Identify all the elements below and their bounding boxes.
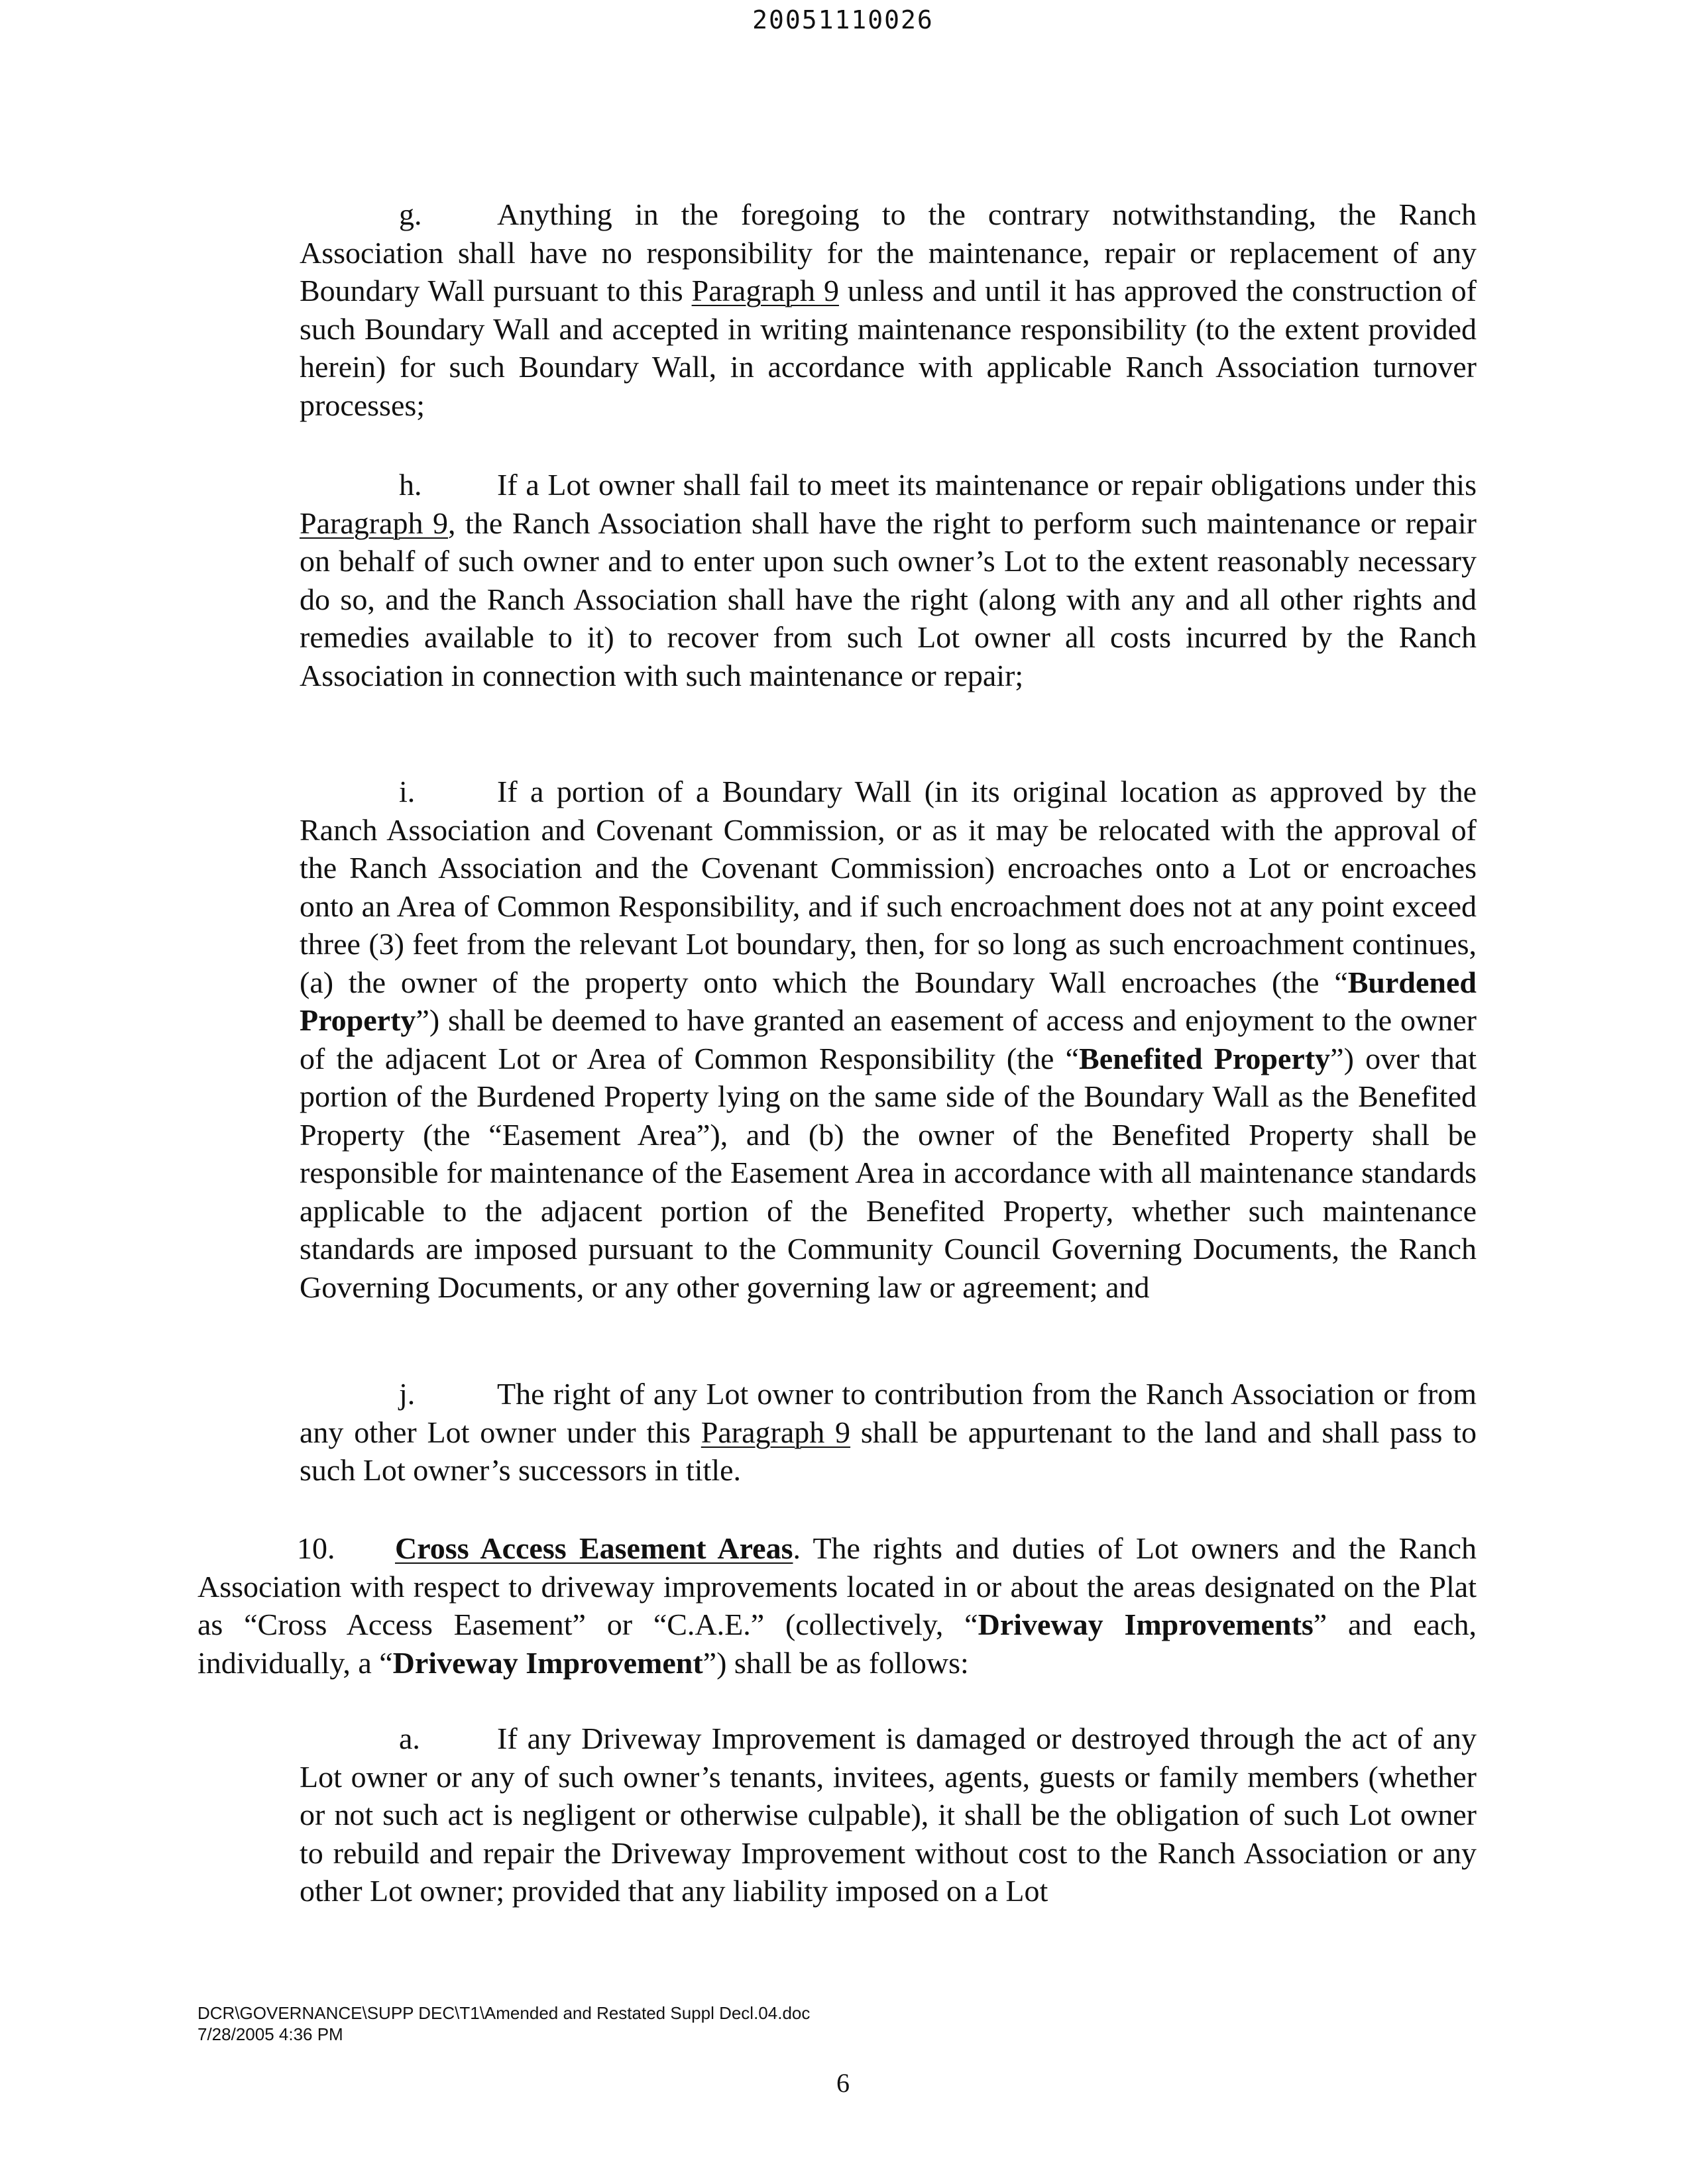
paragraph-i-text-2: ”) shall be deemed to have granted an easement of access and enjoyment to the owner of the adjacent Lot or Area of Common Responsibility (the “: [300, 1003, 1477, 1075]
paragraph-g-text-1: Anything in the foregoing to the contrary notwithstanding, the Ranch Association shall have no responsibility for the maintenance, repair or replacement of any Boundary Wall pursuant to this: [300, 197, 1477, 307]
page-number: 6: [836, 2068, 850, 2098]
paragraph-a: [300, 1720, 1477, 1910]
driveway-improvements-term: Driveway Improvements: [978, 1608, 1314, 1641]
burdened-property-term: Burdened Property: [300, 965, 1477, 1037]
paragraph-g-label: g.: [399, 197, 422, 231]
document-footer: [197, 2002, 810, 2045]
paragraph-9-reference: Paragraph 9: [691, 274, 839, 307]
section-10-text-3: ”) shall be as follows:: [702, 1645, 969, 1680]
paragraph-9-reference: Paragraph 9: [300, 506, 449, 540]
paragraph-9-reference: Paragraph 9: [701, 1415, 851, 1449]
paragraph-g-text-2: unless and until it has approved the construction of such Boundary Wall and accepted in writing maintenance responsibility (to the extent provided herein) for such Boundary Wall, in accordance with applicable Ranch Association turnover processes;: [300, 274, 1477, 422]
section-10-text-2: ” and each, individually, a “: [197, 1608, 1477, 1680]
print-timestamp: 7/28/2005 4:36 PM: [197, 2024, 343, 2044]
paragraph-j: [300, 1375, 1477, 1490]
paragraph-h-text-2: , the Ranch Association shall have the right to perform such maintenance or repair on behalf of such owner and to enter upon such owner’s Lot to the extent reasonably necessary do so, and the Ranch Association shall have the right (along with any and all other rights and remedies available to it) to recover from such Lot owner all costs incurred by the Ranch Association in connection with such maintenance or repair;: [300, 506, 1477, 692]
benefited-property-term: Benefited Property: [1079, 1041, 1331, 1075]
paragraph-a-label: a.: [399, 1721, 420, 1755]
paragraph-j-label: j.: [399, 1377, 416, 1411]
section-10-text-1: . The rights and duties of Lot owners and the Ranch Association with respect to driveway improvements located in or about the areas designated on the Plat as “Cross Access Easement” or “C.A.E.” (collectively, “: [197, 1531, 1477, 1641]
section-10-number: 10.: [297, 1531, 335, 1565]
section-10: [197, 1529, 1477, 1682]
paragraph-h: [300, 466, 1477, 694]
paragraph-a-text-1: If any Driveway Improvement is damaged or destroyed through the act of any Lot owner or any of such owner’s tenants, invitees, agents, guests or family members (whether or not such act is negligent or otherwise culpable), it shall be the obligation of such Lot owner to rebuild and repair the Driveway Improvement without cost to the Ranch Association or any other Lot owner; provided that any liability imposed on a Lot: [300, 1721, 1477, 1908]
recording-number: 20051110026: [752, 5, 934, 34]
paragraph-i: [300, 773, 1477, 1306]
paragraph-i-label: i.: [399, 775, 416, 808]
driveway-improvement-term: Driveway Improvement: [392, 1645, 703, 1680]
paragraph-i-text-1: If a portion of a Boundary Wall (in its original location as approved by the Ranch Association and Covenant Commission, or as it may be relocated with the approval of the Ranch Association and the Covenant Commission) encroaches onto a Lot or encroaches onto an Area of Common Responsibility, and if such encroachment does not at any point exceed three (3) feet from the relevant Lot boundary, then, for so long as such encroachment continues, (a) the owner of the property onto which the Boundary Wall encroaches (the “: [300, 775, 1477, 999]
section-10-heading: Cross Access Easement Areas: [395, 1531, 793, 1565]
paragraph-g: [300, 195, 1477, 424]
paragraph-h-text-1: If a Lot owner shall fail to meet its maintenance or repair obligations under this: [497, 468, 1477, 502]
paragraph-i-text-3: ”) over that portion of the Burdened Property lying on the same side of the Boundary Wall as the Benefited Property (the “Easement Area”), and (b) the owner of the Benefited Property shall be responsible for maintenance of the Easement Area in accordance with all maintenance standards applicable to the adjacent portion of the Benefited Property, whether such maintenance standards are imposed pursuant to the Community Council Governing Documents, the Ranch Governing Documents, or any other governing law or agreement; and: [300, 1041, 1477, 1304]
paragraph-j-text-1: The right of any Lot owner to contribution from the Ranch Association or from any other Lot owner under this: [300, 1377, 1477, 1449]
paragraph-j-text-2: shall be appurtenant to the land and shall pass to such Lot owner’s successors in title.: [300, 1415, 1477, 1487]
paragraph-h-label: h.: [399, 468, 422, 502]
file-path: DCR\GOVERNANCE\SUPP DEC\T1\Amended and Restated Suppl Decl.04.doc: [197, 2003, 811, 2023]
